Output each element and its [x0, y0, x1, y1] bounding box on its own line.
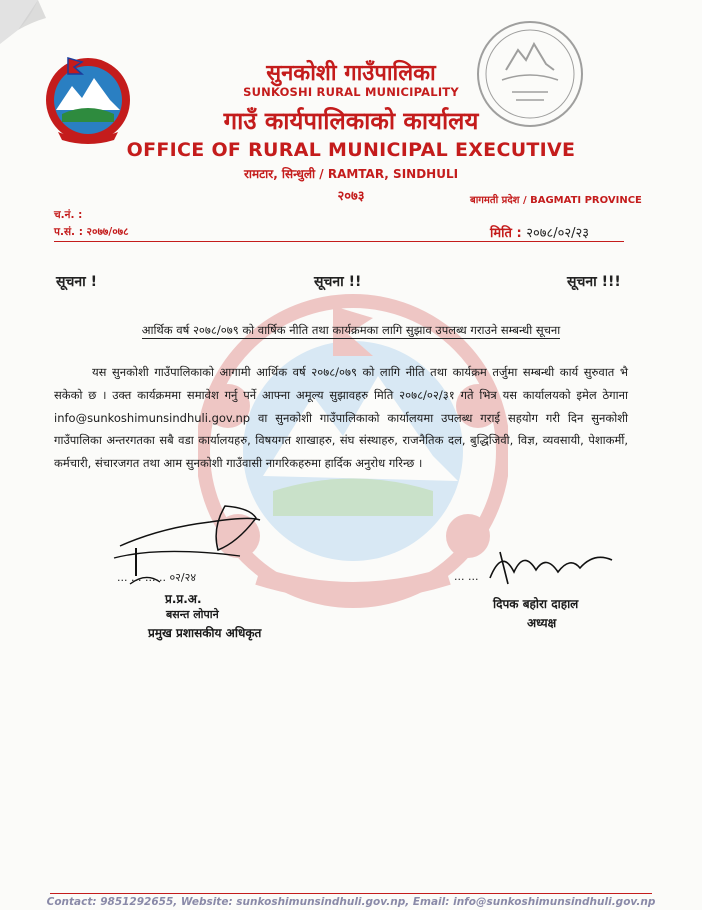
officer-abbr: प्र.प्र.अ.: [165, 592, 202, 606]
chairperson-signature: [480, 540, 620, 590]
footer-divider: [50, 893, 652, 894]
chairperson-name: दिपक बहोरा दाहाल: [493, 597, 579, 611]
header-divider: [54, 241, 624, 242]
office-address: रामटार, सिन्धुली / RAMTAR, SINDHULI: [243, 167, 459, 181]
municipality-name-np: सुनकोशी गाउँपालिका: [266, 61, 436, 86]
letter-date: [490, 223, 589, 241]
office-name-en: OFFICE OF RURAL MUNICIPAL EXECUTIVE: [126, 139, 576, 161]
folded-corner: [0, 0, 70, 50]
municipality-name-en: SUNKOSHI RURAL MUNICIPALITY: [243, 85, 459, 99]
officer-dots: ... ... ......: [117, 571, 166, 584]
dispatch-number: च.नं. :: [54, 209, 83, 221]
notice-body: यस सुनकोशी गाउँपालिकाको आगामी आर्थिक वर्ष २०७८/०७९ को लागि नीति तथा कार्यक्रम तर्जुमा सम्बन्धी कार्य सुरुवात भै सकेको छ । उक्त कार्यक्रममा समावेश गर्नु पर्ने आफ्ना अमूल्य सुझावहरु मिति २०७८/०२/३१ गते भित्र यस कार्यालयको इमेल ठेगाना info@sunkoshimunsindhuli.gov.np वा सुनकोशी गाउँपालिकाको कार्यालयमा उपलब्ध गराई सहयोग गरी दिन सुनकोशी गाउँपालिका अन्तरगतका सबै वडा कार्यालयहरु, विषयगत शाखाहरु, संघ संस्थाहरु, राजनैतिक दल, बुद्धिजिवी, विज्ञ, व्यवसायी, पेशाकर्मी, कर्मचारी, संचारजगत तथा आम सुनकोशी गाउँवासी नागरिकहरुमा हार्दिक अनुरोध गरिन्छ ।: [54, 365, 628, 471]
footer-contact: Contact: 9851292655, Website: sunkoshimunsindhuli.gov.np, Email: info@sunkoshimunsindhuli.gov.np: [46, 896, 656, 908]
chairperson-title: अध्यक्ष: [527, 616, 557, 630]
province-label: बागमती प्रदेश / BAGMATI PROVINCE: [470, 195, 642, 206]
subject-text: आर्थिक वर्ष २०७८/०७९ को वार्षिक नीति तथा कार्यक्रमका लागि सुझाव उपलब्ध गराउने सम्बन्धी सूचना: [141, 323, 561, 337]
notice-heading-right: सूचना !!!: [567, 274, 621, 290]
officer-name: बसन्त लोपाने: [166, 608, 219, 621]
letter-reference: प.सं. : २०७७/०७८: [54, 226, 129, 238]
notice-heading-middle: सूचना !!: [314, 274, 362, 290]
notice-subject: [0, 323, 702, 338]
established-year: २०७३: [337, 189, 365, 204]
date-label: मिति :: [490, 226, 522, 241]
chairperson-dots: ... ...: [454, 570, 479, 583]
notice-heading-left: सूचना !: [56, 274, 98, 290]
date-value: २०७८/०२/२३: [526, 226, 590, 241]
officer-sign-date: ०२/२४: [169, 571, 197, 584]
officer-signature-line: [117, 570, 196, 585]
officer-title: प्रमुख प्रशासकीय अधिकृत: [148, 626, 262, 640]
office-name-np: गाउँ कार्यपालिकाको कार्यालय: [223, 107, 479, 135]
